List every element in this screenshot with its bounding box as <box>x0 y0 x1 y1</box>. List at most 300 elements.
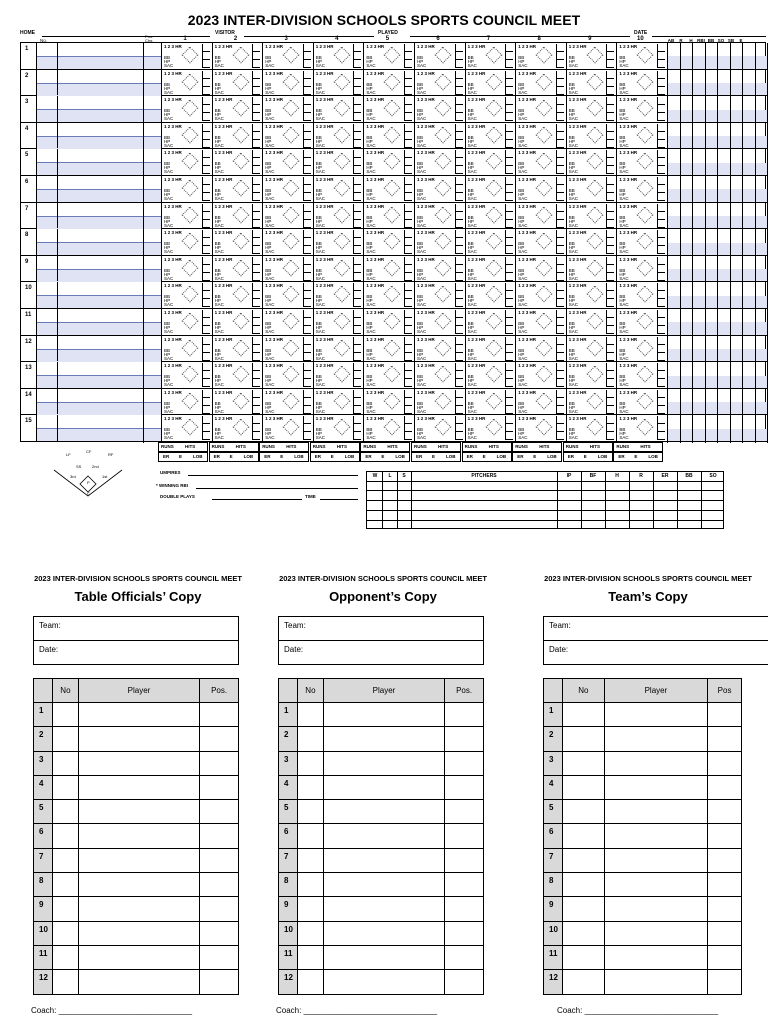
at-bat-cell[interactable] <box>415 43 465 70</box>
player-no-cell[interactable] <box>562 848 604 872</box>
at-bat-cell[interactable] <box>466 176 516 203</box>
at-bat-cell[interactable] <box>567 43 617 70</box>
player-no-cell[interactable] <box>52 824 78 848</box>
at-bat-cell[interactable] <box>466 389 516 416</box>
at-bat-cell[interactable] <box>567 229 617 256</box>
at-bat-cell[interactable] <box>567 256 617 283</box>
player-no-cell[interactable] <box>52 897 78 921</box>
lineup-row <box>544 703 742 727</box>
at-bat-cell[interactable] <box>617 123 667 150</box>
player-no-cell[interactable] <box>562 945 604 969</box>
at-bat-cell[interactable] <box>617 229 667 256</box>
player-no-cell[interactable] <box>297 824 323 848</box>
at-bat-cell[interactable] <box>567 389 617 416</box>
player-name-cell[interactable] <box>78 873 199 897</box>
player-name-cell[interactable] <box>604 703 707 727</box>
player-pos-cell[interactable] <box>445 848 484 872</box>
lineup-row <box>544 921 742 945</box>
player-no-cell[interactable] <box>297 945 323 969</box>
at-bat-cell[interactable] <box>415 362 465 389</box>
at-bat-cell[interactable] <box>516 123 566 150</box>
player-no-cell[interactable] <box>52 800 78 824</box>
at-bat-cell[interactable] <box>415 70 465 97</box>
at-bat-cell[interactable] <box>415 282 465 309</box>
at-bat-cell[interactable] <box>567 70 617 97</box>
player-no-cell[interactable] <box>52 751 78 775</box>
at-bat-cell[interactable] <box>162 256 212 283</box>
at-bat-cell[interactable] <box>617 70 667 97</box>
at-bat-cell[interactable] <box>364 96 414 123</box>
player-name-cell[interactable] <box>78 800 199 824</box>
at-bat-cell[interactable] <box>364 309 414 336</box>
er-e-lob-cell[interactable] <box>259 452 309 462</box>
player-no-cell[interactable] <box>562 800 604 824</box>
at-bat-cell[interactable] <box>314 282 364 309</box>
at-bat-cell[interactable] <box>466 415 516 442</box>
at-bat-cell[interactable] <box>567 282 617 309</box>
player-pos-cell[interactable] <box>708 921 742 945</box>
inning-header-9: 9 <box>588 36 592 42</box>
at-bat-cell[interactable] <box>364 70 414 97</box>
at-bat-cell[interactable] <box>162 229 212 256</box>
at-bat-cell[interactable] <box>263 336 313 363</box>
player-pos-cell[interactable] <box>200 751 239 775</box>
at-bat-cell[interactable] <box>213 70 263 97</box>
at-bat-cell[interactable] <box>516 362 566 389</box>
at-bat-cell[interactable] <box>213 149 263 176</box>
at-bat-cell[interactable] <box>314 96 364 123</box>
player-name-cell[interactable] <box>604 824 707 848</box>
player-pos-cell[interactable] <box>445 775 484 799</box>
player-no-cell[interactable] <box>297 751 323 775</box>
at-bat-cell[interactable] <box>364 336 414 363</box>
at-bat-cell[interactable] <box>617 282 667 309</box>
player-no-cell[interactable] <box>52 945 78 969</box>
at-bat-cell[interactable] <box>364 176 414 203</box>
er-e-lob-cell[interactable] <box>411 452 461 462</box>
at-bat-cell[interactable] <box>213 309 263 336</box>
at-bat-cell[interactable] <box>617 149 667 176</box>
player-name-cell[interactable] <box>323 921 444 945</box>
at-bat-cell[interactable] <box>263 70 313 97</box>
player-name-cell[interactable] <box>78 727 199 751</box>
at-bat-cell[interactable] <box>516 176 566 203</box>
player-no-cell[interactable] <box>562 703 604 727</box>
at-bat-cell[interactable] <box>466 70 516 97</box>
player-pos-cell[interactable] <box>708 848 742 872</box>
player-no-cell[interactable] <box>52 727 78 751</box>
player-name-cell[interactable] <box>323 897 444 921</box>
at-bat-cell[interactable] <box>617 96 667 123</box>
player-name-cell[interactable] <box>323 873 444 897</box>
base-diamond <box>333 73 350 90</box>
at-bat-cell[interactable] <box>314 176 364 203</box>
runs-hits-cell[interactable] <box>411 442 461 452</box>
player-name-cell[interactable] <box>604 848 707 872</box>
base-diamond <box>182 73 199 90</box>
er-e-lob-cell[interactable] <box>462 452 512 462</box>
at-bat-cell[interactable] <box>466 336 516 363</box>
runs-hits-cell[interactable] <box>209 442 259 452</box>
er-e-lob-cell[interactable] <box>310 452 360 462</box>
at-bat-cell[interactable] <box>364 256 414 283</box>
player-pos-cell[interactable] <box>445 751 484 775</box>
er-e-lob-cell[interactable] <box>512 452 562 462</box>
player-name-cell[interactable] <box>78 921 199 945</box>
hp-label: HP <box>214 165 221 171</box>
at-bat-cell[interactable] <box>364 149 414 176</box>
player-name-cell[interactable] <box>604 897 707 921</box>
at-bat-cell[interactable] <box>415 336 465 363</box>
player-no-cell[interactable] <box>297 970 323 994</box>
at-bat-cell[interactable] <box>466 309 516 336</box>
player-pos-cell[interactable] <box>200 970 239 994</box>
player-no-cell[interactable] <box>297 703 323 727</box>
at-bat-cell[interactable] <box>314 203 364 230</box>
at-bat-cell[interactable] <box>263 149 313 176</box>
at-bat-cell[interactable] <box>516 389 566 416</box>
at-bat-cell[interactable] <box>567 415 617 442</box>
er-e-lob-cell[interactable] <box>613 452 663 462</box>
at-bat-cell[interactable] <box>466 229 516 256</box>
at-bat-cell[interactable] <box>314 123 364 150</box>
at-bat-cell[interactable] <box>415 389 465 416</box>
at-bat-cell[interactable] <box>314 336 364 363</box>
player-pos-cell[interactable] <box>708 727 742 751</box>
at-bat-cell[interactable] <box>516 96 566 123</box>
at-bat-cell[interactable] <box>162 149 212 176</box>
player-pos-cell[interactable] <box>200 800 239 824</box>
team-field[interactable] <box>279 617 483 641</box>
at-bat-cell[interactable] <box>263 256 313 283</box>
runs-hits-cell[interactable] <box>613 442 663 452</box>
at-bat-cell[interactable] <box>516 70 566 97</box>
at-bat-cell[interactable] <box>617 415 667 442</box>
at-bat-cell[interactable] <box>314 149 364 176</box>
at-bat-cell[interactable] <box>162 70 212 97</box>
lineup-row-number: 2 <box>34 727 53 751</box>
player-pos-cell[interactable] <box>708 873 742 897</box>
at-bat-cell[interactable] <box>314 256 364 283</box>
player-pos-cell[interactable] <box>200 775 239 799</box>
at-bat-cell[interactable] <box>466 123 516 150</box>
player-pos-cell[interactable] <box>445 800 484 824</box>
at-bat-cell[interactable] <box>415 309 465 336</box>
at-bat-cell[interactable] <box>415 415 465 442</box>
at-bat-cell[interactable] <box>364 229 414 256</box>
at-bat-cell[interactable] <box>314 43 364 70</box>
at-bat-cell[interactable] <box>364 203 414 230</box>
at-bat-cell[interactable] <box>213 123 263 150</box>
at-bat-cell[interactable] <box>162 176 212 203</box>
player-name-cell[interactable] <box>78 775 199 799</box>
player-no-cell[interactable] <box>52 703 78 727</box>
at-bat-cell[interactable] <box>162 309 212 336</box>
at-bat-cell[interactable] <box>314 70 364 97</box>
at-bat-cell[interactable] <box>567 149 617 176</box>
player-name-cell[interactable] <box>604 873 707 897</box>
at-bat-cell[interactable] <box>415 203 465 230</box>
at-bat-cell[interactable] <box>213 415 263 442</box>
player-pos-cell[interactable] <box>200 897 239 921</box>
at-bat-cell[interactable] <box>617 43 667 70</box>
player-name-cell[interactable] <box>323 970 444 994</box>
player-no-cell[interactable] <box>297 897 323 921</box>
at-bat-cell[interactable] <box>415 123 465 150</box>
at-bat-cell[interactable] <box>162 203 212 230</box>
player-pos-cell[interactable] <box>200 921 239 945</box>
player-no-cell[interactable] <box>297 848 323 872</box>
date-field[interactable] <box>279 641 483 665</box>
player-pos-cell[interactable] <box>445 703 484 727</box>
at-bat-cell[interactable] <box>466 149 516 176</box>
player-no-cell[interactable] <box>562 970 604 994</box>
at-bat-cell[interactable] <box>213 43 263 70</box>
runs-hits-cell[interactable] <box>158 442 208 452</box>
player-pos-cell[interactable] <box>708 703 742 727</box>
hp-label: HP <box>619 404 626 410</box>
at-bat-cell[interactable] <box>516 256 566 283</box>
player-pos-cell[interactable] <box>708 970 742 994</box>
at-bat-cell[interactable] <box>364 415 414 442</box>
at-bat-cell[interactable] <box>314 309 364 336</box>
at-bat-cell[interactable] <box>213 256 263 283</box>
player-name-cell[interactable] <box>604 727 707 751</box>
player-no-cell[interactable] <box>562 775 604 799</box>
at-bat-cell[interactable] <box>263 309 313 336</box>
er-e-lob-cell[interactable] <box>158 452 208 462</box>
player-pos-cell[interactable] <box>708 945 742 969</box>
at-bat-cell[interactable] <box>567 123 617 150</box>
at-bat-cell[interactable] <box>415 256 465 283</box>
base-diamond <box>283 419 300 436</box>
at-bat-cell[interactable] <box>213 229 263 256</box>
at-bat-cell[interactable] <box>516 415 566 442</box>
at-bat-cell[interactable] <box>263 282 313 309</box>
at-bat-cell[interactable] <box>415 229 465 256</box>
at-bat-cell[interactable] <box>617 203 667 230</box>
runs-hits-cell[interactable] <box>310 442 360 452</box>
runs-hits-cell[interactable] <box>360 442 410 452</box>
player-no-cell[interactable] <box>52 848 78 872</box>
player-pos-cell[interactable] <box>445 970 484 994</box>
player-name-cell[interactable] <box>604 775 707 799</box>
player-no-cell[interactable] <box>562 873 604 897</box>
at-bat-cell[interactable] <box>567 203 617 230</box>
team-field[interactable] <box>34 617 238 641</box>
at-bat-cell[interactable] <box>263 176 313 203</box>
player-name-cell[interactable] <box>604 921 707 945</box>
base-diamond <box>536 73 553 90</box>
player-name-cell[interactable] <box>323 800 444 824</box>
base-diamond <box>435 313 452 330</box>
player-pos-cell[interactable] <box>445 727 484 751</box>
player-name-cell[interactable] <box>323 775 444 799</box>
at-bat-cell[interactable] <box>162 96 212 123</box>
player-name-cell[interactable] <box>323 848 444 872</box>
player-name-cell[interactable] <box>323 945 444 969</box>
player-pos-cell[interactable] <box>708 824 742 848</box>
at-bat-cell[interactable] <box>516 336 566 363</box>
player-pos-cell[interactable] <box>708 775 742 799</box>
team-field[interactable] <box>544 617 768 641</box>
player-name-cell[interactable] <box>604 970 707 994</box>
player-pos-cell[interactable] <box>708 800 742 824</box>
player-no-cell[interactable] <box>52 970 78 994</box>
date-field[interactable] <box>544 641 768 665</box>
player-no-cell[interactable] <box>52 775 78 799</box>
at-bat-cell[interactable] <box>415 96 465 123</box>
at-bat-cell[interactable] <box>213 203 263 230</box>
at-bat-cell[interactable] <box>617 336 667 363</box>
at-bat-cell[interactable] <box>263 415 313 442</box>
at-bat-cell[interactable] <box>415 176 465 203</box>
at-bat-cell[interactable] <box>466 203 516 230</box>
runs-hits-cell[interactable] <box>512 442 562 452</box>
player-no-cell[interactable] <box>52 873 78 897</box>
player-no-cell[interactable] <box>297 921 323 945</box>
at-bat-cell[interactable] <box>516 43 566 70</box>
player-name-cell[interactable] <box>323 751 444 775</box>
er-e-lob-cell[interactable] <box>209 452 259 462</box>
at-bat-cell[interactable] <box>516 229 566 256</box>
runs-hits-cell[interactable] <box>462 442 512 452</box>
at-bat-cell[interactable] <box>567 309 617 336</box>
at-bat-cell[interactable] <box>162 123 212 150</box>
at-bat-cell[interactable] <box>466 43 516 70</box>
player-pos-cell[interactable] <box>200 848 239 872</box>
player-pos-cell[interactable] <box>200 703 239 727</box>
player-name-cell[interactable] <box>604 800 707 824</box>
at-bat-cell[interactable] <box>213 389 263 416</box>
at-bat-cell[interactable] <box>617 362 667 389</box>
player-pos-cell[interactable] <box>445 897 484 921</box>
player-pos-cell[interactable] <box>708 897 742 921</box>
player-no-cell[interactable] <box>52 921 78 945</box>
player-no-cell[interactable] <box>562 824 604 848</box>
at-bat-cell[interactable] <box>162 43 212 70</box>
player-no-cell[interactable] <box>562 921 604 945</box>
player-name-cell[interactable] <box>323 824 444 848</box>
at-bat-cell[interactable] <box>263 123 313 150</box>
player-name-cell[interactable] <box>604 751 707 775</box>
runs-hits-cell[interactable] <box>563 442 613 452</box>
at-bat-cell[interactable] <box>314 415 364 442</box>
bb-label: BB <box>164 241 171 247</box>
at-bat-cell[interactable] <box>466 362 516 389</box>
player-name-cell[interactable] <box>78 945 199 969</box>
at-bat-cell[interactable] <box>364 389 414 416</box>
at-bat-cell[interactable] <box>516 282 566 309</box>
at-bat-cell[interactable] <box>567 336 617 363</box>
at-bat-cell[interactable] <box>213 96 263 123</box>
player-pos-cell[interactable] <box>445 921 484 945</box>
at-bat-cell[interactable] <box>466 282 516 309</box>
at-bat-cell[interactable] <box>314 362 364 389</box>
player-pos-cell[interactable] <box>445 945 484 969</box>
player-no-cell[interactable] <box>562 751 604 775</box>
sac-label: SAC <box>417 329 427 334</box>
at-bat-cell[interactable] <box>567 176 617 203</box>
at-bat-cell[interactable] <box>466 96 516 123</box>
at-bat-cell[interactable] <box>617 176 667 203</box>
at-bat-cell[interactable] <box>263 203 313 230</box>
at-bat-cell[interactable] <box>617 309 667 336</box>
at-bat-cell[interactable] <box>162 362 212 389</box>
at-bat-cell[interactable] <box>263 229 313 256</box>
player-pos-cell[interactable] <box>200 873 239 897</box>
at-bat-cell[interactable] <box>567 96 617 123</box>
er-e-lob-cell[interactable] <box>360 452 410 462</box>
at-bat-cell[interactable] <box>617 389 667 416</box>
player-name-cell[interactable] <box>78 970 199 994</box>
at-bat-cell[interactable] <box>415 149 465 176</box>
at-bat-cell[interactable] <box>162 389 212 416</box>
at-bat-cell[interactable] <box>263 96 313 123</box>
at-bat-cell[interactable] <box>213 336 263 363</box>
at-bat-cell[interactable] <box>263 362 313 389</box>
at-bat-cell[interactable] <box>162 415 212 442</box>
player-pos-cell[interactable] <box>708 751 742 775</box>
at-bat-cell[interactable] <box>364 282 414 309</box>
at-bat-cell[interactable] <box>516 309 566 336</box>
at-bat-cell[interactable] <box>263 43 313 70</box>
at-bat-cell[interactable] <box>162 336 212 363</box>
player-name-cell[interactable] <box>323 727 444 751</box>
at-bat-cell[interactable] <box>364 123 414 150</box>
player-pos-cell[interactable] <box>200 727 239 751</box>
player-no-cell[interactable] <box>297 873 323 897</box>
player-pos-cell[interactable] <box>445 824 484 848</box>
at-bat-cell[interactable] <box>516 203 566 230</box>
player-name-cell[interactable] <box>604 945 707 969</box>
player-name-cell[interactable] <box>78 824 199 848</box>
player-name-cell[interactable] <box>78 703 199 727</box>
at-bat-cell[interactable] <box>314 229 364 256</box>
runs-hits-cell[interactable] <box>259 442 309 452</box>
count-box <box>606 337 614 361</box>
at-bat-cell[interactable] <box>314 389 364 416</box>
player-pos-cell[interactable] <box>445 873 484 897</box>
player-no-cell[interactable] <box>297 727 323 751</box>
at-bat-cell[interactable] <box>213 282 263 309</box>
player-no-cell[interactable] <box>562 727 604 751</box>
player-name-cell[interactable] <box>78 897 199 921</box>
player-name-cell[interactable] <box>78 848 199 872</box>
at-bat-cell[interactable] <box>213 362 263 389</box>
at-bat-cell[interactable] <box>466 256 516 283</box>
at-bat-cell[interactable] <box>213 176 263 203</box>
player-no-cell[interactable] <box>562 897 604 921</box>
at-bat-cell[interactable] <box>567 362 617 389</box>
at-bat-cell[interactable] <box>162 282 212 309</box>
player-no-cell[interactable] <box>297 775 323 799</box>
player-name-cell[interactable] <box>78 751 199 775</box>
player-name-cell[interactable] <box>323 703 444 727</box>
at-bat-cell[interactable] <box>263 389 313 416</box>
at-bat-cell[interactable] <box>364 43 414 70</box>
er-e-lob-cell[interactable] <box>563 452 613 462</box>
at-bat-cell[interactable] <box>516 149 566 176</box>
lineup-row <box>544 775 742 799</box>
player-no-cell[interactable] <box>297 800 323 824</box>
at-bat-cell[interactable] <box>617 256 667 283</box>
date-field[interactable] <box>34 641 238 665</box>
player-pos-cell[interactable] <box>200 824 239 848</box>
at-bat-cell[interactable] <box>364 362 414 389</box>
player-pos-cell[interactable] <box>200 945 239 969</box>
bb-label: BB <box>417 214 424 220</box>
